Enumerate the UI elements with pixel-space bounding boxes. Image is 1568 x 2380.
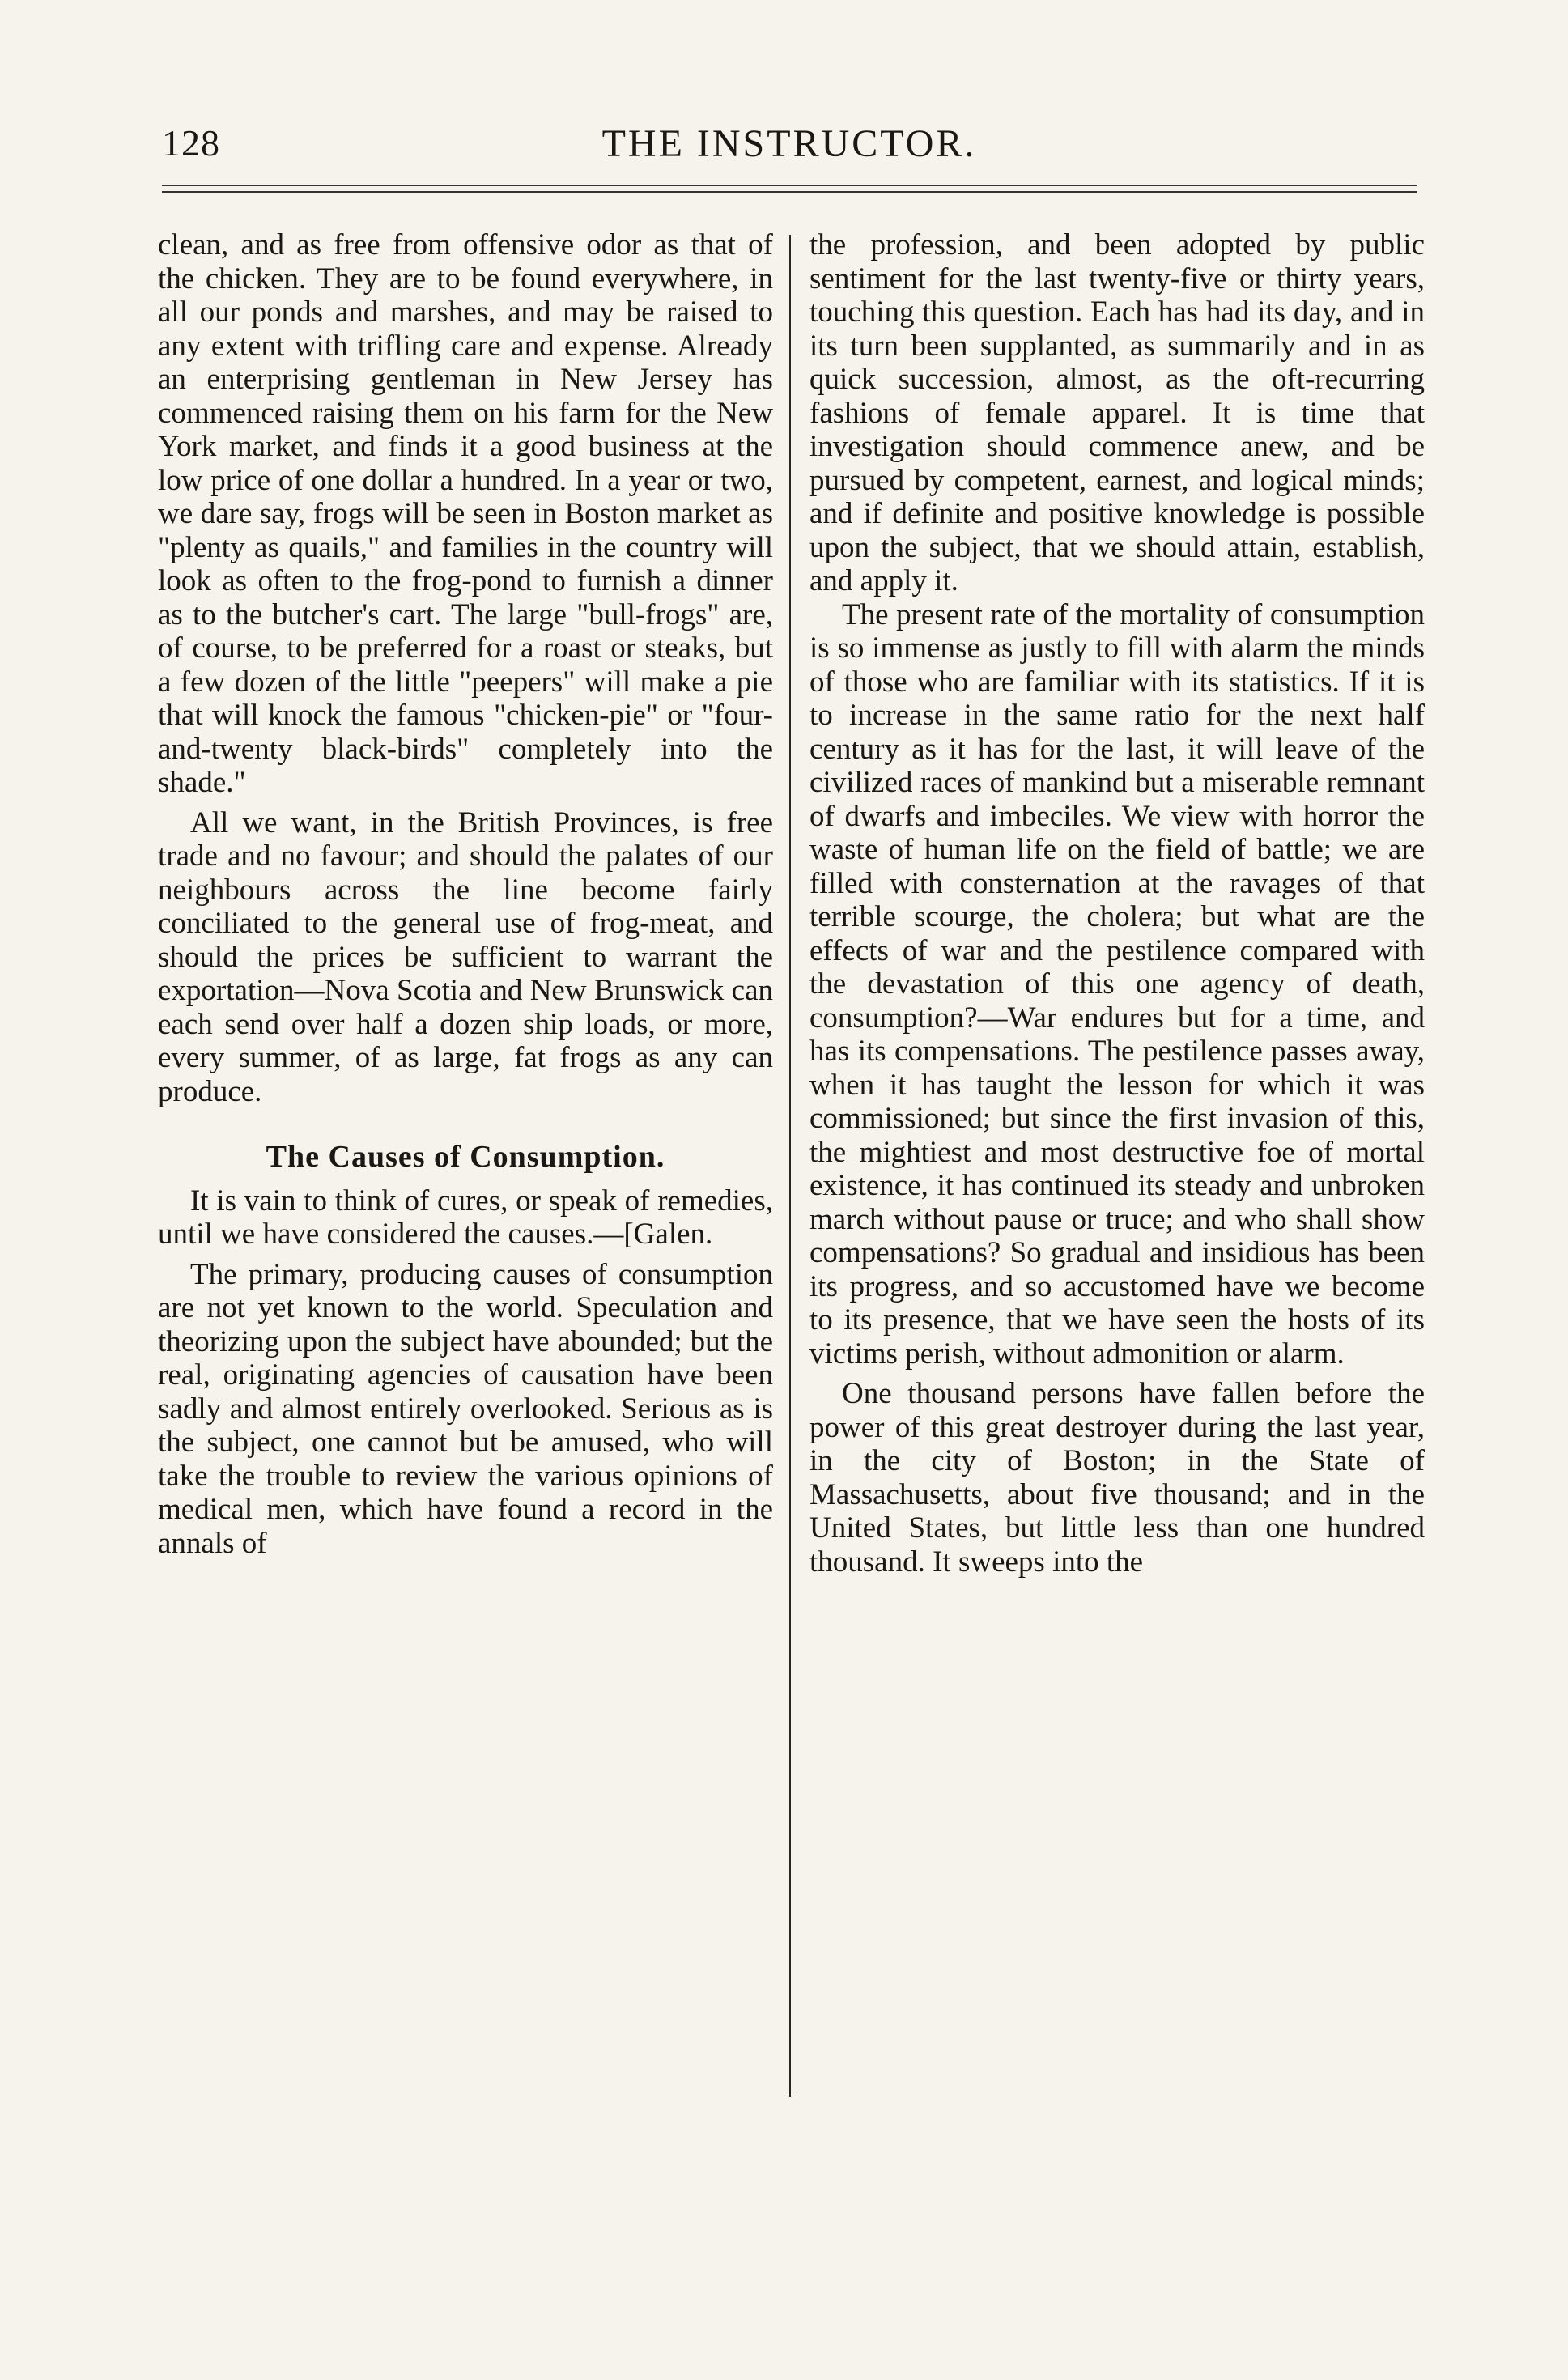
running-head xyxy=(162,121,1417,170)
column-divider xyxy=(789,235,791,2097)
epigraph: It is vain to think of cures, or speak of remedies, until we have considered the causes.—[Galen. xyxy=(158,1184,773,1251)
journal-title: THE INSTRUCTOR. xyxy=(601,122,977,165)
frog-article-paragraph: clean, and as free from offensive odor as that of the chicken. They are to be found everywhere, in all our ponds and marshes, and may be raised to any extent with trifling care and expense. Already an enterprising gentleman in New Jersey has commenced raising them on his farm for the New York market, and finds it a good business at the low price of one dollar a hundred. In a year or two, we dare say, frogs will be seen in Boston market as "plenty as quails," and families in the country will look as often to the frog-pond to furnish a dinner as to the butcher's cart. The large "bull-frogs" are, of course, to be preferred for a roast or steaks, but a few dozen of the little "peepers" will make a pie that will knock the famous "chicken-pie" or "four-and-twenty black-birds" completely into the shade." xyxy=(158,228,773,799)
article-heading: The Causes of Consumption. xyxy=(266,1140,665,1174)
consumption-article-paragraph: One thousand persons have fallen before the power of this great destroyer during the last year, in the city of Boston; in the State of Massachusetts, about five thousand; and in the United States, but little less than one hundred thousand. It sweeps into the xyxy=(809,1377,1425,1579)
frog-article-paragraph: All we want, in the British Provinces, is free trade and no favour; and should the palates of our neighbours across the line become fairly conciliated to the general use of frog-meat, and should the prices be sufficient to warrant the exportation—Nova Scotia and New Brunswick can each send over half a dozen ship loads, or more, every summer, of as large, fat frogs as any can produce. xyxy=(158,805,773,1108)
left-column xyxy=(158,228,773,1560)
consumption-article-paragraph: The present rate of the mortality of consumption is so immense as justly to fill with alarm the minds of those who are familiar with its statistics. If it is to increase in the same ratio for the next half century as it has for the last, it will leave of the civilized races of mankind but a miserable remnant of dwarfs and imbeciles. We view with horror the waste of human life on the field of battle; we are filled with consternation at the ravages of that terrible scourge, the cholera; but what are the effects of war and the pestilence compared with the devastation of this one agency of death, consumption?—War endures but for a time, and has its compensations. The pestilence passes away, when it has taught the lesson for which it was commissioned; but since the first invasion of this, the mightiest and most destructive foe of mortal existence, it has continued its steady and unbroken march without pause or truce; and who shall show compensations? So gradual and insidious has been its progress, and so accustomed have we become to its presence, that we have seen the hosts of its victims perish, without admonition or alarm. xyxy=(809,597,1425,1371)
page-number: 128 xyxy=(162,122,220,164)
right-column xyxy=(809,228,1425,1579)
header-rule xyxy=(162,185,1417,193)
consumption-article-paragraph: the profession, and been adopted by public sentiment for the last twenty-five or thirty years, touching this question. Each has had its day, and in its turn been supplanted, as summarily and in as quick succession, almost, as the oft-recurring fashions of female apparel. It is time that investigation should commence anew, and be pursued by competent, earnest, and logical minds; and if definite and positive knowledge is possible upon the subject, that we should attain, establish, and apply it. xyxy=(809,228,1425,597)
consumption-article-paragraph: The primary, producing causes of consumption are not yet known to the world. Speculation and theorizing upon the subject have abounded; but the real, originating agencies of causation have been sadly and almost entirely overlooked. Serious as is the subject, one cannot but be amused, who will take the trouble to review the various opinions of medical men, which have found a record in the annals of xyxy=(158,1257,773,1560)
